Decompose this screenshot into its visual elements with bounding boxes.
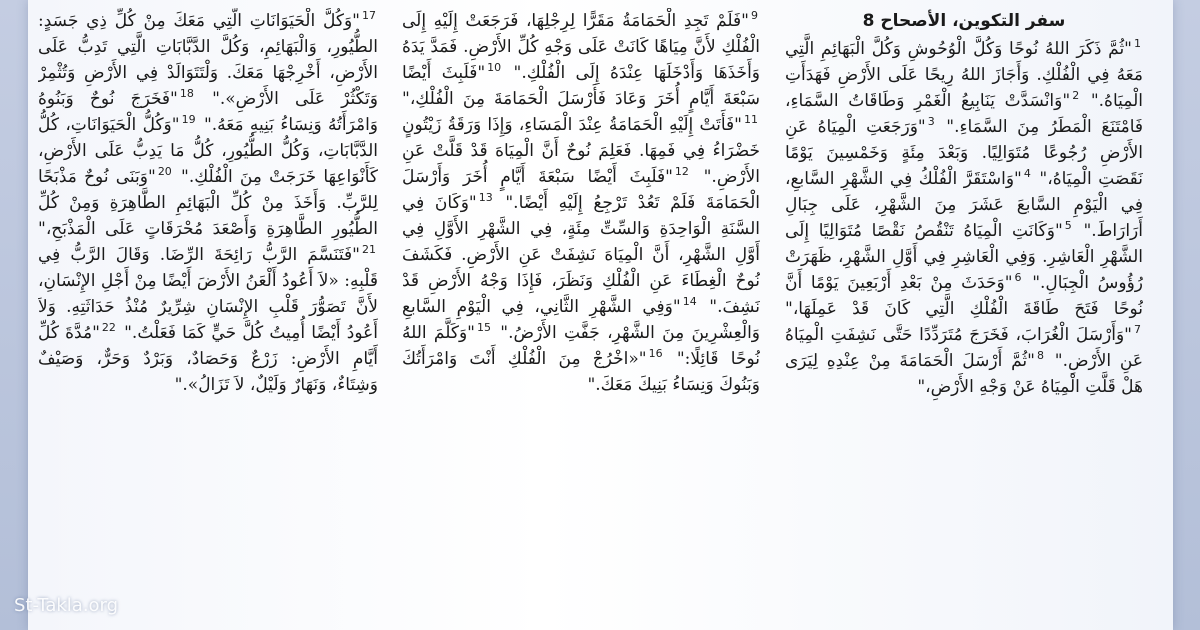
verse-number: 15	[477, 321, 491, 335]
verse-text: "فَلَبِثَ أَيْضًا سَبْعَةَ أَيَّامٍ أُخَرَ وَأَرْسَلَ الْحَمَامَةَ فَلَمْ تَعُدْ تَرْجِعُ إِلَيْهِ أَيْضًا."	[402, 167, 760, 213]
verse-text: "وَكُلُّ الْحَيَوَانَاتِ، كُلُّ الدَّبَّابَاتِ، وَكُلُّ الطُّيُورِ، كُلُّ مَا يَدِبُّ عَلَى الأَرْضِ، كَأَنْوَاعِهَا خَرَجَتْ مِنَ الْفُلْكِ."	[38, 115, 378, 187]
verse-text: "فَأَتَتْ إِلَيْهِ الْحَمَامَةُ عِنْدَ الْمَسَاءِ، وَإِذَا وَرَقَةُ زَيْتُونٍ خَضْرَاءُ فِي فَمِهَا. فَعَلِمَ نُوحٌ أَنَّ الْمِيَاهَ قَدْ قَلَّتْ عَنِ الأَرْضِ."	[402, 115, 760, 187]
verse-number: 14	[682, 295, 697, 309]
verse-number: 3	[927, 115, 935, 129]
column-left	[38, 8, 378, 620]
verse-text: "فَخَرَجَ نُوحٌ وَبَنُوهُ وَامْرَأَتُهُ وَنِسَاءُ بَنِيهِ مَعَهُ."	[38, 89, 378, 135]
verse-text: "فَلَبِثَ أَيْضًا سَبْعَةَ أَيَّامٍ أُخَرَ وَعَادَ فَأَرْسَلَ الْحَمَامَةَ مِنَ الْفُلْكِ،"	[402, 63, 760, 109]
verse-text: "وَبَنَى نُوحٌ مَذْبَحًا لِلرَّبِّ. وَأَخَذَ مِنْ كُلِّ الْبَهَائِمِ الطَّاهِرَةِ وَمِنْ كُلِّ الطُّيُورِ الطَّاهِرَةِ وَأَصْعَدَ مُحْرَقَاتٍ عَلَى الْمَذْبَحِ،"	[38, 167, 378, 239]
verse-number: 19	[181, 113, 196, 127]
verse-text: "وَانْسَدَّتْ يَنَابِيعُ الْغَمْرِ وَطَاقَاتُ السَّمَاءِ، فَامْتَنَعَ الْمَطَرُ مِنَ السَّمَاءِ."	[785, 91, 1143, 137]
verse-number: 5	[1064, 219, 1072, 233]
verse-number: 7	[1134, 323, 1141, 337]
verse-text: "وَأَرْسَلَ الْغُرَابَ، فَخَرَجَ مُتَرَدِّدًا حَتَّى نَشِفَتِ الْمِيَاهُ عَنِ الأَرْضِ."	[785, 325, 1143, 371]
verse-text: "وَفِي الشَّهْرِ الثَّانِي، فِي الْيَوْمِ السَّابعِ وَالْعِشْرِينَ مِنَ الشَّهْرِ، جَفَّتِ الأَرْضُ."	[402, 297, 760, 343]
verse-number: 8	[1036, 349, 1044, 363]
verse-number: 13	[478, 191, 493, 205]
verse-number: 16	[648, 347, 663, 361]
scripture-panel	[28, 0, 1173, 630]
verse-number: 12	[674, 165, 689, 179]
verse-text: "وَكَلَّمَ اللهُ نُوحًا قَائِلًا:"	[402, 323, 760, 369]
verse-text: "«اخْرُجْ مِنَ الْفُلْكِ أَنْتَ وَامْرَأَتُكَ وَبَنُوكَ وَنِسَاءُ بَنِيكَ مَعَكَ."	[402, 349, 760, 395]
verse-text: "وَحَدَثَ مِنْ بَعْدِ أَرْبَعِينَ يَوْمًا أَنَّ نُوحًا فَتَحَ طَاقَةَ الْفُلْكِ الَّتِي كَانَ قَدْ عَمِلَهَا،"	[785, 273, 1143, 319]
chapter-title: سفر التكوين، الأصحاح 8	[862, 11, 1066, 31]
verse-text: "وَرَجَعَتِ الْمِيَاهُ عَنِ الأَرْضِ رُجُوعًا مُتَوَالِيًا. وَبَعْدَ مِئَةٍ وَخَمْسِينَ يَوْمًا نَقَصَتِ الْمِيَاهُ،"	[785, 117, 1143, 189]
verse-text: "وَاسْتَقَرَّ الْفُلْكُ فِي الشَّهْرِ السَّابعِ، فِي الْيَوْمِ السَّابعَ عَشَرَ مِنَ الشَّهْرِ، عَلَى جِبَالِ أَرَارَاطَ."	[785, 169, 1143, 241]
verse-text: "ثُمَّ أَرْسَلَ الْحَمَامَةَ مِنْ عِنْدِهِ لِيَرَى هَلْ قَلَّتِ الْمِيَاهُ عَنْ وَجْهِ الأَرْضِ،"	[785, 351, 1143, 397]
verse-number: 11	[744, 113, 758, 127]
verse-number: 1	[1134, 37, 1141, 51]
verse-text: "وَكَانَتِ الْمِيَاهُ تَنْقُصُ نَقْصًا مُتَوَالِيًا إِلَى الشَّهْرِ الْعَاشِرِ. وَفِي الْعَاشِرِ فِي أَوَّلِ الشَّهْرِ، ظَهَرَتْ رُؤُوسُ الْجِبَالِ."	[785, 221, 1143, 293]
column-middle	[402, 8, 760, 620]
verse-number: 10	[487, 61, 502, 75]
site-watermark: St-Takla.org	[14, 595, 119, 616]
verse-number: 2	[1072, 89, 1080, 103]
verse-number: 21	[362, 243, 376, 257]
verse-text: "مُدَّةَ كُلِّ أَيَّامِ الأَرْضِ: زَرْعٌ وَحَصَادٌ، وَبَرْدٌ وَحَرٌّ، وَصَيْفٌ وَشِتَاءٌ، وَنَهَارٌ وَلَيْلٌ، لاَ تَزَالُ»."	[38, 323, 378, 395]
verse-text: "وَكَانَ فِي السَّنَةِ الْوَاحِدَةِ وَالسِّتِّ مِئَةٍ، فِي الشَّهْرِ الأَوَّلِ فِي أَوَّلِ الشَّهْرِ، أَنَّ الْمِيَاهَ نَشِفَتْ عَنِ الأَرْضِ. فَكَشَفَ نُوحٌ الْغِطَاءَ عَنِ الْفُلْكِ وَنَظَرَ، فَإِذَا وَجْهُ الأَرْضِ قَدْ نَشِفَ."	[402, 193, 760, 317]
column-right	[785, 8, 1143, 620]
verse-text: "وَكُلَّ الْحَيَوَانَاتِ الَّتِي مَعَكَ مِنْ كُلِّ ذِي جَسَدٍ: الطُّيُورِ، وَالْبَهَائِمِ، وَكُلَّ الدَّبَّابَاتِ الَّتِي تَدِبُّ عَلَى الأَرْضِ، أَخْرِجْهَا مَعَكَ. وَلْتَتَوَالَدْ فِي الأَرْضِ وَتُثْمِرْ وَتَكْثُرْ عَلَى الأَرْضِ»."	[38, 11, 378, 109]
verse-text: "ثُمَّ ذَكَرَ اللهُ نُوحًا وَكُلَّ الْوُحُوشِ وَكُلَّ الْبَهَائِمِ الَّتِي مَعَهُ فِي الْفُلْكِ. وَأَجَازَ اللهُ رِيحًا عَلَى الأَرْضِ فَهَدَأَتِ الْمِيَاهُ."	[785, 39, 1143, 111]
verse-text: "فَتَنَسَّمَ الرَّبُّ رَائِحَةَ الرِّضَا. وَقَالَ الرَّبُّ فِي قَلْبِهِ: «لاَ أَعُودُ أَلْعَنُ الأَرْضَ أَيْضًا مِنْ أَجْلِ الإِنْسَانِ، لأَنَّ تَصَوُّرَ قَلْبِ الإِنْسَانِ شِرِّيرٌ مُنْذُ حَدَاثَتِهِ. وَلاَ أَعُودُ أَيْضًا أُمِيتُ كُلَّ حَيٍّ كَمَا فَعَلْتُ."	[38, 245, 378, 343]
verse-number: 22	[101, 321, 116, 335]
verse-number: 9	[751, 9, 758, 23]
verse-number: 6	[1014, 271, 1022, 285]
verse-number: 4	[1023, 167, 1031, 181]
verse-text: "فَلَمْ تَجِدِ الْحَمَامَةُ مَقَرًّا لِرِجْلِهَا، فَرَجَعَتْ إِلَيْهِ إِلَى الْفُلْكِ لأَنَّ مِيَاهًا كَانَتْ عَلَى وَجْهِ كُلِّ الأَرْضِ. فَمَدَّ يَدَهُ وَأَخَذَهَا وَأَدْخَلَهَا عِنْدَهُ إِلَى الْفُلْكِ."	[402, 11, 760, 83]
verse-number: 20	[157, 165, 172, 179]
verse-number: 17	[362, 9, 376, 23]
verse-number: 18	[179, 87, 194, 101]
